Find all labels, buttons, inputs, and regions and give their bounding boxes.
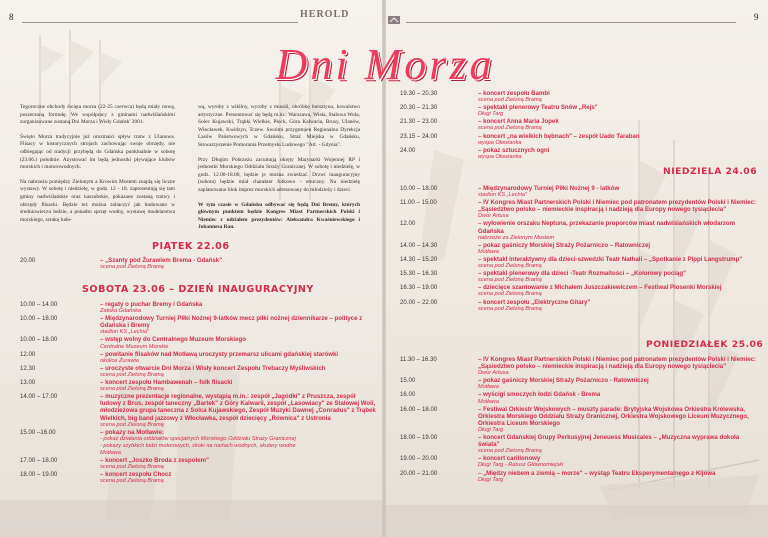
schedule-row: [20, 336, 378, 350]
event-details: [478, 356, 758, 377]
event-title: – uroczyste otwarcie Dni Morza i Wisły koncert Zespołu Trebaczy Myśliwskich: [100, 364, 326, 372]
herald-emblem-icon: [388, 11, 400, 29]
event-details: [100, 393, 378, 428]
event-details: [478, 470, 715, 484]
event-venue: Długi Targ: [478, 476, 504, 483]
event-details: [100, 471, 171, 485]
event-details: [478, 256, 742, 270]
schedule-row: [400, 118, 758, 132]
event-details: [478, 185, 619, 199]
page-title: Dni Morza: [275, 40, 495, 89]
event-venue: scena pod Zieloną Bramą: [478, 125, 542, 132]
schedule-row: [400, 256, 758, 270]
event-details: [100, 315, 378, 336]
event-venue: scena pod Zieloną Bramą: [478, 263, 542, 270]
header-rule: [406, 22, 736, 23]
event-title: – pokazy na Motławie:: [100, 428, 164, 436]
event-details: [478, 133, 640, 147]
schedule-poniedzialek: [400, 356, 758, 484]
event-title: – Międzynarodowy Turniej Piłki Nożnej 9-latków mecz piłki nożnej dziennikarze – polityce z Gdańska i Bremy: [100, 315, 363, 330]
event-title: – wyłowienie orszaku Neptuna, przekazanie proporców miast nadwiślańskich włodarzom Gdańska: [478, 220, 736, 235]
event-title: – wstęp wolny do Centralnego Muzeum Morskiego: [100, 336, 246, 344]
schedule-row: [400, 377, 758, 391]
schedule-row: [400, 391, 758, 405]
schedule-row: [20, 457, 378, 471]
event-time: 20.00 – 21.00: [400, 469, 438, 477]
event-details: [478, 434, 758, 455]
event-title: – pokaz gaśniczy Morskiej Straży Pożarniczo - Ratowniczej: [478, 377, 649, 385]
event-time: 10.00 – 14.00: [20, 301, 58, 308]
event-time: 20.30 – 21.30: [400, 104, 438, 112]
event-time: 14.00 – 14.30: [400, 241, 438, 249]
event-venue: Długi Targ - Ratusz Głównomiejski: [478, 462, 564, 469]
event-venue: - pokaz działania oddziałów specjalnych Morskiego Oddziału Straży Granicznej: [100, 435, 296, 442]
intro-paragraph: Tegoroczne obchody święta morza (22-25 czerwca) będą miały nową, poszerzoną formułę. We współpracy z gminami nadwiślańskimi zorganizowane zostaną Dni Morza i Wisły Gdańsk' 2001.: [20, 104, 175, 126]
event-details: [478, 377, 649, 391]
event-venue: Motława: [100, 449, 121, 456]
event-title: – koncert carillonowy: [478, 455, 541, 463]
schedule-row: [400, 270, 758, 284]
schedule-row: [400, 406, 758, 434]
event-title: – koncert Anna Maria Jopek: [478, 118, 559, 126]
schedule-piatek: [20, 257, 375, 271]
event-venue: scena pod Zieloną Bramą: [100, 478, 164, 485]
event-time: 18.00 – 19.00: [20, 471, 58, 479]
event-venue: Dwor Artusa: [478, 370, 509, 377]
event-venue: nabrzeże za Zielonym Mostem: [478, 234, 555, 241]
schedule-row: [400, 133, 758, 147]
event-venue: scena pod Zieloną Bramą: [478, 448, 542, 455]
event-details: [478, 118, 559, 132]
event-time: 16.00 – 18.00: [400, 405, 438, 413]
schedule-sobota-continued: [400, 90, 758, 161]
event-title: – spektakl plenerowy dla dzieci -Teatr Rozmaitości – „Kolorowy pociąg": [478, 270, 686, 278]
schedule-row: [20, 379, 378, 393]
event-details: [100, 379, 232, 393]
event-venue: Motława: [478, 398, 499, 405]
event-title: – koncert „na wielkich bębnach" – zespół Uado Taraban: [478, 132, 640, 140]
event-title: – IV Kongres Miast Partnerskich Polski i Niemiec pod patronatem prezydentów Polski i Niemiec: „Sąsiedztwo polsko – niemieckie inspiracją i nadzieją dla Europy nowego tysiąclecia": [478, 356, 757, 371]
event-time: 10.00 – 18.00: [20, 315, 58, 323]
event-time: 19.30 – 20.30: [400, 90, 438, 97]
event-time: 10.00 – 18.00: [20, 336, 58, 344]
event-venue: wyspa Ołowianka: [478, 139, 522, 146]
schedule-row: [400, 104, 758, 118]
event-time: 11.00 – 15.00: [400, 199, 437, 207]
event-venue: scena pod Zieloną Bramą: [478, 277, 542, 284]
event-venue: scena pod Zieloną Bramą: [478, 97, 542, 104]
intro-paragraph: wą, wyroby z wikliny, wyroby z muszli, obróbkę bursztynu, kowalstwo artystyczne. Prezentować się będą m.in.: Warszawa, Wisła, Stalowa Wola, Solec Kujawski, Trąbki Wielkie, Płock, Góra Kalwaria, Brusy, Ulanów, Włocławek, Kwidzyn, Tczew. Swoimi przygotujen Regionalna Dyrekcja Lasów Państwowych w Gdańsku, Straż Miejska w Gdańsku, Stowarzyszenie Pomorania Przemysłu Ludowego "Art. - Gdynia".: [198, 104, 360, 148]
event-time: 11.30 – 16.30: [400, 356, 437, 363]
event-venue: scena pod Zieloną Bramą: [100, 386, 164, 393]
event-title: – wyścigi smoczych łodzi Gdańsk - Brema: [478, 391, 601, 399]
event-details: [100, 301, 202, 315]
event-title: – „Między niebem a ziemią – morze" – wystąp Teatru Eksperymentalnego z Kijowa: [478, 469, 716, 477]
schedule-niedziela: [400, 185, 758, 313]
event-title: – koncert zespołu Hambawenah – folk flisacki: [100, 379, 233, 387]
schedule-row: [20, 301, 378, 315]
event-time: 17.00 – 18.00: [20, 457, 58, 465]
schedule-row: [20, 351, 378, 365]
event-venue: scena pod Zieloną Bramą: [100, 264, 164, 271]
schedule-row: [400, 242, 758, 256]
intro-paragraph: Na nabrzeżu pomiędzy Zielonym a Krowim Mostem znajdą się liczne wystawy. W sobotę i niedzielę, w godz. 12 - 18. zaprezentują się tam gminy nadwiślańskie oraz kaszubskie, pokazane zostaną tratwy i obrzędy flisacki. Będzie też można zobaczyć jak budowano w średniowieczu łodzie, a ponadto sprzęt wodny, wystawę modelarstwa morskiego, sztukę ludo-: [20, 178, 175, 223]
event-title: – powitanie flisaków nad Motławą uroczysty przemarsz ulicami gdańskiej starówki: [100, 350, 339, 358]
event-venue: Zatoka Gdańska: [100, 308, 142, 315]
schedule-row: [400, 470, 758, 484]
page-number-left: 8: [9, 12, 14, 22]
event-venue: Dwor Artusa: [478, 213, 509, 220]
intro-column-2: [198, 104, 360, 239]
event-time: 16.30 – 19.00: [400, 284, 438, 292]
schedule-row: [400, 147, 758, 161]
schedule-sobota: [20, 301, 378, 485]
event-details: [100, 429, 296, 457]
event-venue: Centralne Muzeum Morskie: [100, 343, 169, 350]
event-time: 12.00: [400, 220, 416, 228]
event-details: [100, 351, 338, 365]
event-time: 15.30 – 16.30: [400, 270, 438, 278]
event-details: [478, 90, 550, 104]
schedule-row: [400, 455, 758, 469]
event-venue: scena pod Zieloną Bramą: [478, 291, 542, 298]
event-details: [100, 257, 222, 271]
event-time: 21.30 – 23.00: [400, 118, 438, 126]
event-time: 24.00: [400, 146, 416, 154]
intro-column-1: [20, 104, 175, 231]
event-details: [478, 242, 650, 256]
schedule-row: [400, 299, 758, 313]
event-venue: Motława: [478, 384, 499, 391]
event-title: – koncert zespołu Bambi: [478, 90, 550, 97]
schedule-row: [20, 429, 378, 457]
event-time: 15.00: [400, 377, 416, 385]
event-time: 13.00: [20, 379, 36, 387]
event-time: 14.00 – 17.00: [20, 393, 58, 401]
day-heading-piatek: PIĄTEK 22.06: [152, 241, 230, 252]
event-title: – koncert zespołu Chocz: [100, 471, 172, 479]
schedule-row: [400, 90, 758, 104]
event-details: [478, 104, 598, 118]
event-title: – koncert Gdańskiej Grupy Perkusyjnej Jeneuess Musicales – „Muzyczna wyprawa dokoła świata": [478, 434, 740, 449]
event-details: [478, 270, 686, 284]
event-venue: - pokazy szybkich łodzi motorowych, skoki na nartach wodnych, skutery wodne: [100, 442, 296, 449]
schedule-row: [400, 199, 758, 220]
day-heading-sobota: SOBOTA 23.06 – DZIEŃ INAUGURACYJNY: [82, 284, 314, 295]
event-time: 14.30 – 15.20: [400, 255, 438, 263]
event-time: 18.00 – 19.00: [400, 434, 438, 442]
event-details: [478, 147, 549, 161]
event-details: [478, 406, 758, 434]
event-time: 10.00 – 18.00: [400, 185, 438, 192]
event-time: 12.30: [20, 364, 36, 372]
event-time: 23.15 – 24.00: [400, 132, 438, 140]
event-title: – koncert „Joszko Broda z zespołem": [100, 457, 209, 465]
schedule-row: [400, 356, 758, 377]
event-title: – dziecięce szantowanie z Michałem Juszczakiewiczem – Festiwal Piosenki Morskiej: [478, 284, 722, 292]
event-details: [478, 284, 722, 298]
schedule-row: [400, 284, 758, 298]
event-venue: Długi Targ: [478, 111, 504, 118]
day-heading-poniedzialek: PONIEDZIAŁEK 25.06: [646, 339, 764, 350]
schedule-row: [400, 434, 758, 455]
schedule-row: [20, 315, 378, 336]
event-time: 19.00 – 20.00: [400, 455, 438, 463]
event-venue: scena pod Zieloną Bramą: [100, 464, 164, 471]
event-details: [100, 365, 326, 379]
event-details: [478, 299, 590, 313]
schedule-row: [400, 185, 758, 199]
event-title: – IV Kongres Miast Partnerskich Polski i Niemiec pod patronatem prezydentów Polski i Niemiec: „Sąsiedztwo polsko – niemieckie inspiracją i nadzieją dla Europy nowego tysiąclecia": [478, 199, 757, 214]
event-title: – Międzynarodowy Turniej Piłki Nożnej 9 - latków: [478, 185, 620, 192]
page-number-right: 9: [754, 12, 759, 22]
intro-paragraph: Święto Morza tradycyjnie już urozmaici spływ tratw z Ulanowa. Flisacy w historycznych strojach zachowując swoje obrzędy, nie odbiegając od tradycji przybędą do Gdańska punktualnie w sobotę (23.06.) południe. Azystować im będą jednostki pływające klubów morskich i motorowodnych.: [20, 133, 175, 171]
event-time: 20.00: [20, 257, 36, 264]
event-venue: scena pod Zieloną Bramą: [478, 305, 542, 312]
event-venue: Długi Targ: [478, 426, 504, 433]
event-details: [100, 457, 209, 471]
event-details: [100, 336, 246, 350]
event-time: 12.00: [20, 350, 36, 358]
schedule-row: [20, 257, 375, 271]
event-venue: okolice Żurawia: [100, 357, 139, 364]
event-title: – „Szanty pod Żurawiem Brema - Gdańsk": [100, 257, 223, 264]
event-title: – muzyczne prezentacje regionalne, wystąpią m.in.: zespół „Jagódki" z Pruszcza, zespół ludowy z Brus, zespół taneczny „Bartek" z Góry Kalwarii, zespół „Lasowiacy" ze Stalowej Woli, młodzieżowa grupa taneczna z Solca Kujawskiego, Zespół Muzyki Dawnej „Conradus" z Trąbek Wielkich, big band jazzowy z Włocławka, zespół dziecięcy „Równica" z Ustronia: [100, 393, 376, 422]
header-rule: [22, 22, 298, 23]
event-details: [478, 455, 563, 469]
schedule-row: [20, 393, 378, 428]
day-heading-niedziela: NIEDZIELA 24.06: [663, 166, 758, 177]
schedule-row: [400, 220, 758, 241]
event-venue: stadion KS „Lechia": [478, 192, 527, 199]
event-details: [478, 220, 758, 241]
event-title: – koncert zespołu „Elektryczne Gitary": [478, 298, 591, 306]
event-title: – Festiwal Orkiestr Wojskowych – muszty parade: Brytyjska Wojskowa Orkiestra Królewska, Orkiestra Morskiego Oddziału Straży Granicznej, Orkiestra Wojskowego Liceum Muzycznego, Orkiestra Liceum Morskiego: [478, 405, 749, 427]
event-time: 20.00 – 22.00: [400, 298, 438, 306]
event-details: [478, 391, 600, 405]
event-title: – spektakl plenerowy Teatru Snów „Rejs": [478, 104, 598, 112]
event-details: [478, 199, 758, 220]
event-title: – pokaz gaśniczy Morskiej Straży Pożarniczo – Ratowniczej: [478, 241, 651, 249]
event-venue: Motława: [478, 248, 499, 255]
event-venue: scena pod Zieloną Bramą: [100, 421, 164, 428]
event-venue: stadion KS „Lechia": [100, 329, 149, 336]
event-time: 16.00: [400, 391, 416, 399]
event-title: – regaty o puchar Bremy i Gdańska: [100, 301, 203, 308]
event-title: – spektakl interaktywny dla dzieci-szwedzki Teatr Nathali – „Spotkanie z Pippi Langstrump": [478, 255, 743, 263]
event-time: 15.00 –16.00: [20, 428, 56, 436]
event-venue: scena pod Zieloną Bramą: [100, 371, 164, 378]
event-venue: wyspa Ołowianka: [478, 153, 522, 160]
event-title: – pokaz sztucznych ogni: [478, 146, 550, 154]
magazine-name: HEROLD: [300, 9, 350, 20]
intro-paragraph: Przy Długim Pobrzeżu zacumują okręty Marynarki Wojennej RP i jednostki Morskiego Oddziału Straży Granicznej. W sobotę i niedzielę, w godz. 12.00-18.00, będzie je można zwiedzać. Drzwi inauguracyjny (sobota) będzie miał charakter folkowo - etniczny. Na niedzielę zaplanowano blok imprez morskich adresowany do młodzieży i dzieci.: [198, 156, 360, 193]
intro-paragraph: W tym czasie w Gdańsku odbywać się będą Dni Bremy, których głównym punktem będzie Kongres Miast Partnerskich Polski i Niemiec z udziałem prezydentów: Aleksandra Kwaśniewskiego i Johannesa Rau.: [198, 201, 360, 231]
schedule-row: [20, 365, 378, 379]
schedule-row: [20, 471, 378, 485]
